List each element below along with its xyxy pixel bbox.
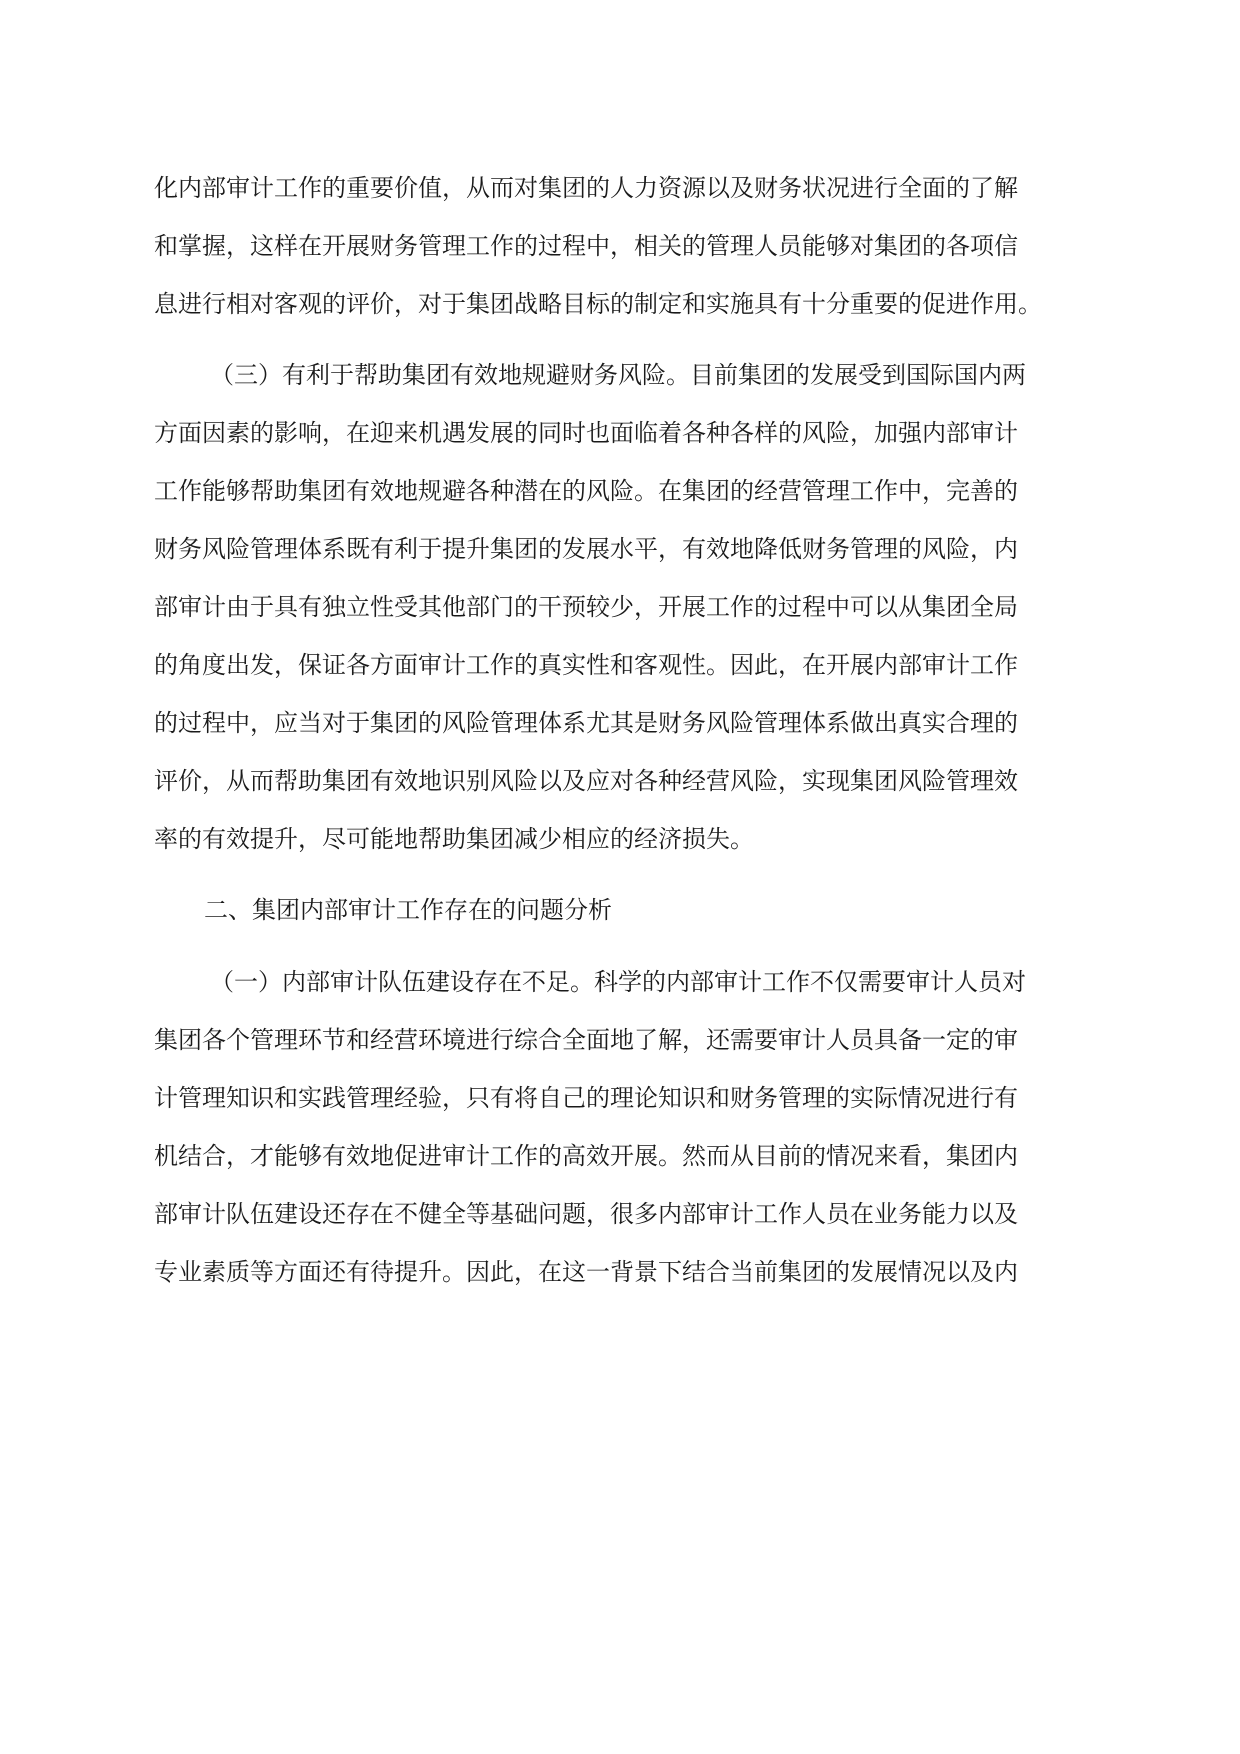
text-line: 部审计由于具有独立性受其他部门的干预较少，开展工作的过程中可以从集团全局 [154, 593, 1018, 621]
text-line: 化内部审计工作的重要价值，从而对集团的人力资源以及财务状况进行全面的了解 [154, 174, 1018, 202]
text-line: 的角度出发，保证各方面审计工作的真实性和客观性。因此，在开展内部审计工作 [154, 651, 1018, 679]
text-line: 息进行相对客观的评价，对于集团战略目标的制定和实施具有十分重要的促进作用。 [154, 290, 1042, 318]
text-line: 部审计队伍建设还存在不健全等基础问题，很多内部审计工作人员在业务能力以及 [154, 1200, 1018, 1228]
section-heading: 二、集团内部审计工作存在的问题分析 [204, 896, 612, 924]
text-line: 计管理知识和实践管理经验，只有将自己的理论知识和财务管理的实际情况进行有 [154, 1084, 1018, 1112]
text-line: （一）内部审计队伍建设存在不足。科学的内部审计工作不仅需要审计人员对 [210, 968, 1026, 996]
text-line: 率的有效提升，尽可能地帮助集团减少相应的经济损失。 [154, 825, 754, 853]
text-line: （三）有利于帮助集团有效地规避财务风险。目前集团的发展受到国际国内两 [210, 361, 1026, 389]
text-line: 的过程中，应当对于集团的风险管理体系尤其是财务风险管理体系做出真实合理的 [154, 709, 1018, 737]
text-line: 方面因素的影响，在迎来机遇发展的同时也面临着各种各样的风险，加强内部审计 [154, 419, 1018, 447]
text-line: 财务风险管理体系既有利于提升集团的发展水平，有效地降低财务管理的风险，内 [154, 535, 1018, 563]
text-line: 工作能够帮助集团有效地规避各种潜在的风险。在集团的经营管理工作中，完善的 [154, 477, 1018, 505]
text-line: 和掌握，这样在开展财务管理工作的过程中，相关的管理人员能够对集团的各项信 [154, 232, 1018, 260]
text-line: 专业素质等方面还有待提升。因此，在这一背景下结合当前集团的发展情况以及内 [154, 1258, 1018, 1286]
text-line: 集团各个管理环节和经营环境进行综合全面地了解，还需要审计人员具备一定的审 [154, 1026, 1018, 1054]
text-line: 机结合，才能够有效地促进审计工作的高效开展。然而从目前的情况来看，集团内 [154, 1142, 1018, 1170]
text-line: 评价，从而帮助集团有效地识别风险以及应对各种经营风险，实现集团风险管理效 [154, 767, 1018, 795]
